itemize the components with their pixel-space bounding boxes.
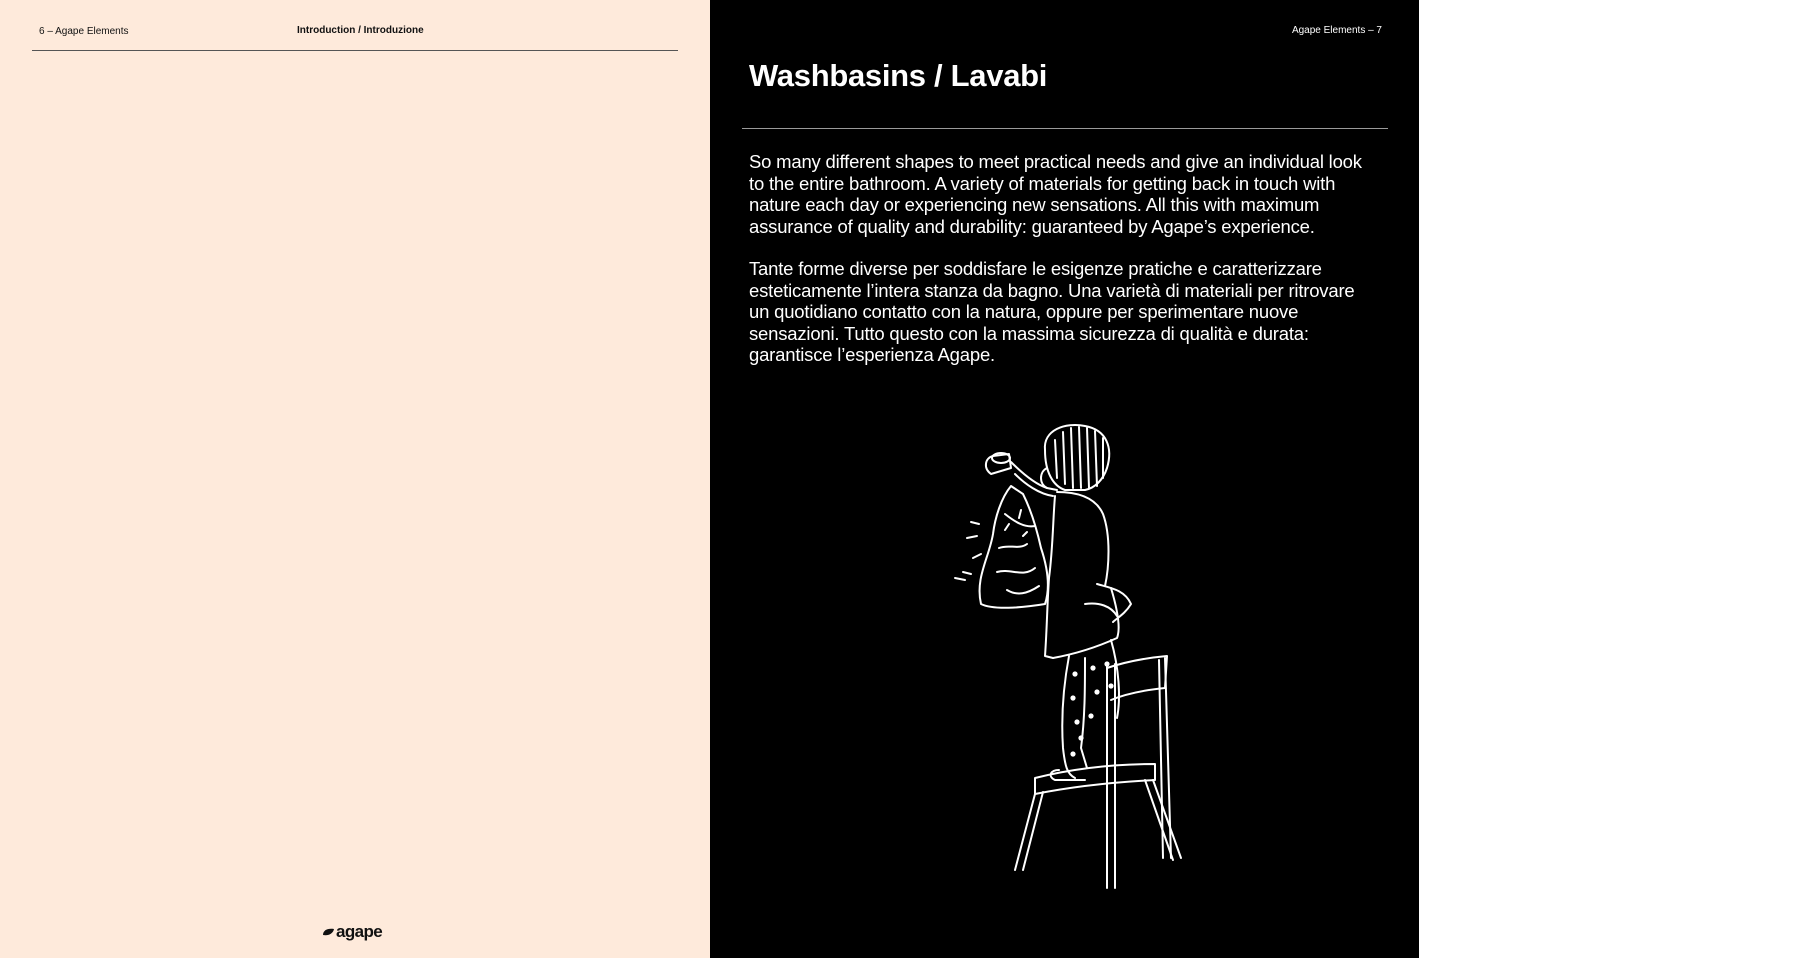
page-title: Washbasins / Lavabi xyxy=(749,58,1048,93)
agape-wordmark: agape xyxy=(336,922,383,941)
agape-logo-left xyxy=(323,922,382,942)
right-page xyxy=(710,0,1802,958)
agape-wordmark: agape xyxy=(1756,920,1802,939)
left-page xyxy=(0,0,710,958)
intro-text xyxy=(749,151,1369,387)
header-divider-left xyxy=(32,50,678,51)
agape-logo-right xyxy=(1743,920,1802,940)
agape-leaf-icon xyxy=(1743,926,1754,934)
header-divider-right xyxy=(742,128,1388,129)
child-on-chair-illustration xyxy=(935,418,1175,888)
agape-leaf-icon xyxy=(323,928,334,936)
section-title: Introduction / Introduzione xyxy=(297,25,424,36)
paragraph-english: So many different shapes to meet practical needs and give an individual look to the entire bathroom. A variety of materials for getting back in touch with nature each day or experiencing new sensations. All this with maximum assurance of quality and durability: guaranteed by Agape’s experience. xyxy=(749,151,1362,237)
page-folio-left: 6 – Agape Elements xyxy=(39,26,129,37)
page-folio-right: Agape Elements – 7 xyxy=(1291,25,1382,36)
paragraph-italian: Tante forme diverse per soddisfare le esigenze pratiche e caratterizzare esteticamente l’intera stanza da bagno. Una varietà di materiali per ritrovare un quotidiano contatto con la natura, oppure per sperimentare nuove sensazioni. Tutto questo con la massima sicurezza di qualità e durata: garantisce l’esperienza Agape. xyxy=(749,258,1355,365)
